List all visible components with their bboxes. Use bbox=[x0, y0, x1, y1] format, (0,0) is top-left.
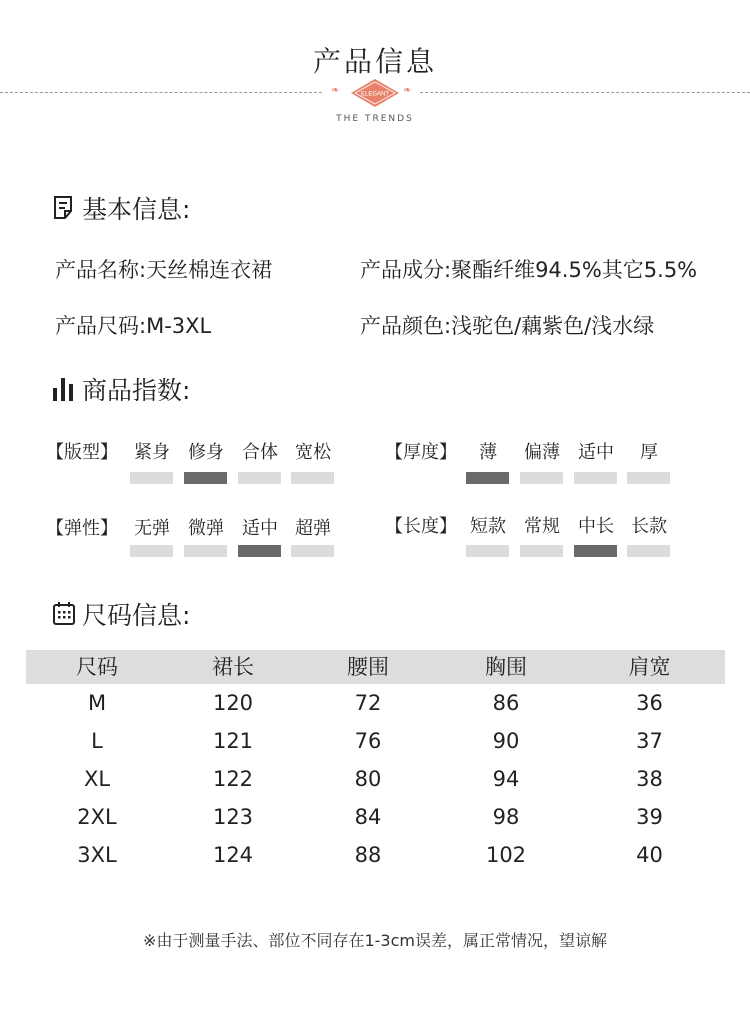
option-label: 超弹 bbox=[295, 518, 331, 539]
table-cell: 3XL bbox=[77, 843, 117, 867]
index-label-length: 【长度】 bbox=[385, 516, 457, 537]
table-cell: 72 bbox=[354, 691, 382, 715]
index-bar bbox=[130, 545, 173, 557]
divider-right bbox=[420, 92, 750, 93]
option-label: 紧身 bbox=[134, 442, 170, 463]
column-header: 腰围 bbox=[347, 655, 389, 679]
index-bar bbox=[466, 472, 509, 484]
index-bar bbox=[291, 472, 334, 484]
table-cell: 124 bbox=[212, 843, 254, 867]
index-bar bbox=[184, 472, 227, 484]
option-label: 偏薄 bbox=[524, 442, 560, 463]
product-composition: 产品成分:聚酯纤维94.5%其它5.5% bbox=[360, 258, 698, 282]
index-bar bbox=[130, 472, 173, 484]
elegant-badge bbox=[350, 78, 400, 108]
column-header: 裙长 bbox=[212, 655, 254, 679]
index-bar bbox=[627, 472, 670, 484]
index-bar bbox=[291, 545, 334, 557]
basic-info-heading bbox=[52, 190, 190, 226]
option-label: 厚 bbox=[640, 442, 658, 463]
table-cell: 122 bbox=[212, 767, 254, 791]
table-cell: 121 bbox=[212, 729, 254, 753]
table-cell: 94 bbox=[492, 767, 520, 791]
table-cell: 40 bbox=[636, 843, 663, 867]
index-bar bbox=[520, 545, 563, 557]
option-label: 中长 bbox=[578, 516, 614, 537]
option-label: 微弹 bbox=[188, 518, 224, 539]
table-cell: 84 bbox=[354, 805, 382, 829]
option-label: 薄 bbox=[479, 442, 497, 463]
page-title: 产品信息 bbox=[312, 45, 437, 78]
table-row bbox=[26, 836, 725, 874]
leaf-icon: ❧ bbox=[403, 85, 412, 96]
table-cell: L bbox=[91, 729, 103, 753]
table-cell: 123 bbox=[212, 805, 254, 829]
option-label: 修身 bbox=[188, 442, 224, 463]
option-label: 常规 bbox=[524, 516, 560, 537]
table-cell: 39 bbox=[636, 805, 663, 829]
size-info-title: 尺码信息: bbox=[82, 601, 191, 630]
index-bar bbox=[520, 472, 563, 484]
table-header bbox=[26, 650, 725, 684]
table-cell: 120 bbox=[212, 691, 254, 715]
index-bar bbox=[238, 545, 281, 557]
product-index-heading bbox=[52, 371, 190, 407]
index-bar bbox=[466, 545, 509, 557]
index-bar bbox=[627, 545, 670, 557]
option-label: 宽松 bbox=[295, 442, 331, 463]
calendar-icon bbox=[52, 601, 76, 627]
bar-chart-icon bbox=[52, 376, 76, 402]
table-cell: 37 bbox=[636, 729, 663, 753]
table-cell: 80 bbox=[354, 767, 382, 791]
option-label: 短款 bbox=[470, 516, 506, 537]
option-label: 无弹 bbox=[134, 518, 170, 539]
index-bar bbox=[238, 472, 281, 484]
table-cell: 2XL bbox=[77, 805, 117, 829]
size-info-heading bbox=[52, 596, 190, 632]
index-bar bbox=[574, 472, 617, 484]
table-cell: 36 bbox=[636, 691, 663, 715]
subtitle: THE TRENDS bbox=[336, 114, 414, 124]
table-row bbox=[26, 760, 725, 798]
option-label: 适中 bbox=[578, 442, 614, 463]
column-header: 尺码 bbox=[76, 655, 118, 679]
table-row bbox=[26, 684, 725, 722]
table-cell: 90 bbox=[492, 729, 520, 753]
badge-text: ELEGANT bbox=[360, 91, 390, 98]
column-header: 肩宽 bbox=[628, 655, 671, 679]
leaf-icon: ❧ bbox=[331, 85, 340, 96]
basic-info-title: 基本信息: bbox=[82, 195, 191, 224]
option-label: 合体 bbox=[242, 442, 278, 463]
table-cell: 86 bbox=[492, 691, 520, 715]
product-colors: 产品颜色:浅驼色/藕紫色/浅水绿 bbox=[360, 314, 655, 338]
table-cell: M bbox=[87, 691, 107, 715]
table-cell: 102 bbox=[485, 843, 527, 867]
table-row bbox=[26, 798, 725, 836]
index-bar bbox=[574, 545, 617, 557]
index-label-thickness: 【厚度】 bbox=[385, 442, 457, 463]
index-label-elasticity: 【弹性】 bbox=[46, 518, 118, 539]
table-cell: 76 bbox=[354, 729, 382, 753]
product-name: 产品名称:天丝棉连衣裙 bbox=[55, 258, 273, 282]
note-icon bbox=[52, 195, 76, 221]
option-label: 长款 bbox=[631, 516, 667, 537]
table-cell: 98 bbox=[492, 805, 520, 829]
index-bar bbox=[184, 545, 227, 557]
table-row bbox=[26, 722, 725, 760]
table-cell: 38 bbox=[636, 767, 663, 791]
column-header: 胸围 bbox=[485, 655, 527, 679]
index-label-fit: 【版型】 bbox=[46, 442, 118, 463]
table-cell: 88 bbox=[354, 843, 382, 867]
product-sizes: 产品尺码:M-3XL bbox=[55, 314, 212, 338]
size-table bbox=[26, 650, 725, 874]
divider-left bbox=[0, 92, 322, 93]
table-cell: XL bbox=[83, 767, 111, 791]
product-index-title: 商品指数: bbox=[82, 376, 191, 405]
measurement-note: ※由于测量手法、部位不同存在1-3cm误差，属正常情况，望谅解 bbox=[143, 931, 607, 950]
option-label: 适中 bbox=[242, 518, 278, 539]
